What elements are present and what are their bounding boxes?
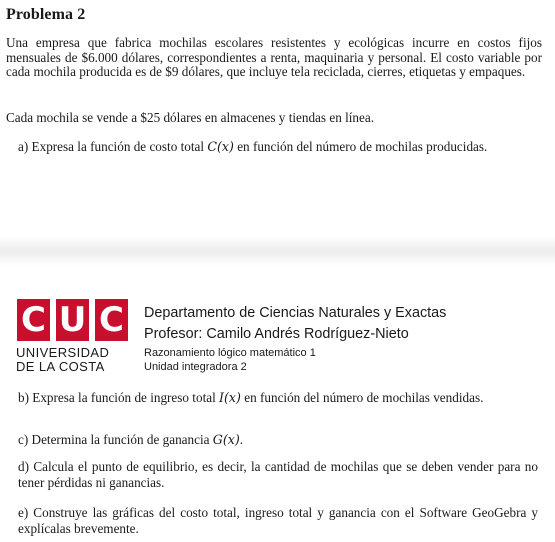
price-sentence: Cada mochila se vende a $25 dólares en almacenes y tiendas en línea. [6, 110, 375, 125]
university-name-line2: DE LA COSTA [16, 359, 105, 374]
question-a-text-start: a) Expresa la función de costo total [18, 139, 208, 154]
course-name: Razonamiento lógico matemático 1 [144, 347, 316, 359]
logo-letter-u: U [56, 299, 89, 341]
income-function-symbol: I(x) [219, 390, 241, 405]
cuc-logo-mark [17, 299, 128, 341]
question-b-text-end: en función del número de mochilas vendidas. [240, 390, 484, 405]
question-b [18, 390, 538, 406]
question-c-text-start: c) Determina la función de ganancia [18, 432, 213, 447]
question-c-text-end: . [239, 432, 244, 447]
cost-function-symbol: C(x) [207, 139, 234, 154]
unit-name: Unidad integradora 2 [144, 361, 247, 373]
question-d: d) Calcula el punto de equilibrio, es decir, la cantidad de mochilas que se deben vender para no tener pérdidas ni ganancias. [18, 459, 538, 490]
question-a [18, 139, 538, 155]
question-b-text-start: b) Expresa la función de ingreso total [18, 390, 220, 405]
logo-letter-c1: C [17, 299, 50, 341]
profit-function-symbol: G(x) [212, 432, 240, 447]
department-name: Departamento de Ciencias Naturales y Exactas [144, 305, 447, 321]
professor-name: Profesor: Camilo Andrés Rodríguez-Nieto [144, 326, 409, 342]
page-separator [0, 236, 555, 266]
question-a-text-end: en función del número de mochilas producidas. [233, 139, 488, 154]
problem-title: Problema 2 [6, 6, 86, 23]
intro-paragraph: Una empresa que fabrica mochilas escolares resistentes y ecológicas incurre en costos fijos mensuales de $6.000 dólares, correspondientes a renta, maquinaria y personal. El costo variable por cada mochila producida es de $9 dólares, que incluye tela reciclada, cierres, etiquetas y empaques. [6, 35, 542, 80]
logo-letter-c2: C [95, 299, 128, 341]
university-logo [4, 299, 136, 381]
question-c [18, 432, 538, 448]
university-name-line1: UNIVERSIDAD [16, 345, 110, 360]
question-e: e) Construye las gráficas del costo total, ingreso total y ganancia con el Software GeoGebra y explícalas brevemente. [18, 505, 538, 536]
